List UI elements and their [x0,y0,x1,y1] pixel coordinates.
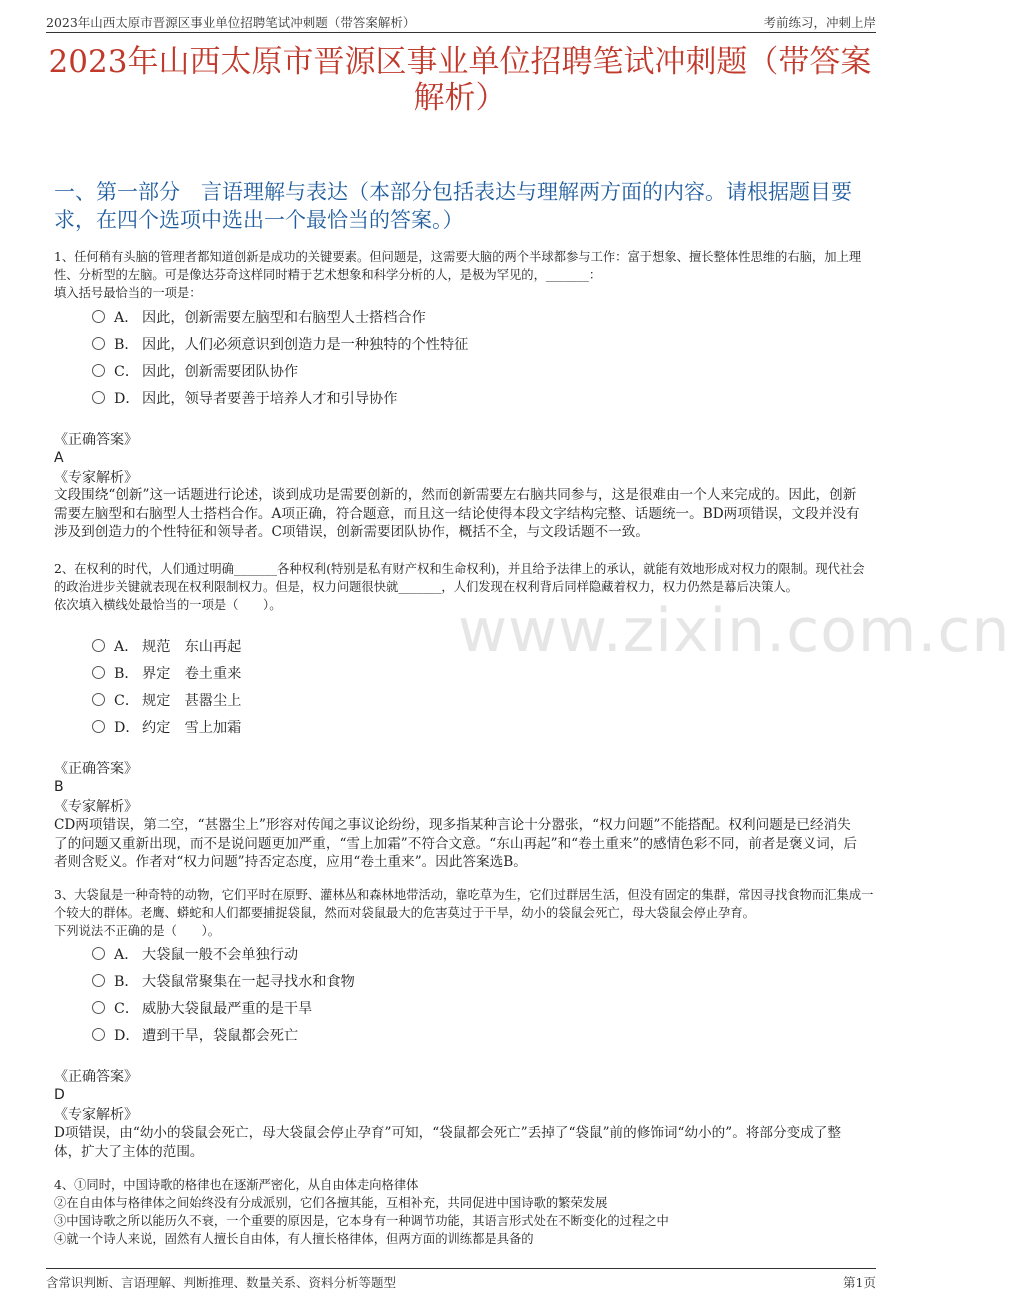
option-text: 界定 卷土重来 [142,666,242,682]
radio-icon[interactable] [92,1028,105,1041]
option-text: 大袋鼠一般不会单独行动 [142,947,299,963]
question-3-text: 3、大袋鼠是一种奇特的动物，它们平时在原野、灌林丛和森林地带活动，靠吃草为生，它们过群居生活，但没有固定的集群，常因寻找食物而汇集成一个较大的群体。老鹰、蟒蛇和人们都要捕捉袋鼠，然而对袋鼠最大的危害莫过于干旱，幼小的袋鼠会死亡，母大袋鼠会停止孕育。 [54,888,874,920]
question-3-answer-label: 《正确答案》 [54,1069,138,1085]
page-number: 第1页 [843,1275,876,1290]
question-4-line-3: ③中国诗歌之所以能历久不衰，一个重要的原因是，它本身有一种调节功能，其语言形式处在不断变化的过程之中 [54,1214,669,1228]
option-text: 因此，创新需要团队协作 [142,364,299,380]
option-key: B． [114,337,139,353]
radio-icon[interactable] [92,1001,105,1014]
question-2-analysis-label: 《专家解析》 [54,799,138,815]
question-2-option-b[interactable] [92,664,241,684]
page-header [46,10,876,33]
question-1-option-a[interactable] [92,308,426,328]
option-key: C． [114,1001,140,1017]
option-key: B． [114,974,139,990]
radio-icon[interactable] [92,391,105,404]
option-text: 遭到干旱，袋鼠都会死亡 [142,1028,299,1044]
option-text: 因此，创新需要左脑型和右脑型人士搭档合作 [142,310,426,326]
radio-icon[interactable] [92,639,105,652]
question-3-option-c[interactable] [92,999,312,1019]
question-2-answer-label: 《正确答案》 [54,761,138,777]
option-text: 约定 雪上加霜 [142,720,242,736]
option-key: D． [114,1028,140,1044]
option-key: A． [114,310,139,326]
section-heading: 一、第一部分 言语理解与表达（本部分包括表达与理解两方面的内容。请根据题目要求，在四个选项中选出一个最恰当的答案。） [54,180,852,232]
question-3-stem [54,886,876,940]
page-footer [46,1268,876,1291]
option-text: 因此，领导者要善于培养人才和引导协作 [142,391,398,407]
option-text: 威胁大袋鼠最严重的是干旱 [142,1001,313,1017]
question-1-answer-label: 《正确答案》 [54,432,138,448]
question-4-line-2: ②在自由体与格律体之间始终没有分成派别，它们各擅其能，互相补充，共同促进中国诗歌的繁荣发展 [54,1196,608,1210]
question-2-analysis: CD两项错误，第二空，“甚嚣尘上”形容对传闻之事议论纷纷，现多指某种言论十分嚣张，“权力问题”不能搭配。权利问题是已经消失了的问题又重新出现，而不是说问题更加严重，“雪上加霜”不符合文意。“东山再起”和“卷土重来”的感情色彩不同，前者是褒义词，后者则含贬义。作者对“权力问题”持否定态度，应用“卷土重来”。因此答案选B。 [54,817,857,870]
radio-icon[interactable] [92,364,105,377]
question-1-option-c[interactable] [92,362,298,382]
question-3-option-b[interactable] [92,972,355,992]
radio-icon[interactable] [92,693,105,706]
question-3-prompt: 下列说法不正确的是（ ）。 [54,924,221,938]
radio-icon[interactable] [92,974,105,987]
question-1-prompt: 填入括号最恰当的一项是： [54,286,202,300]
header-slogan: 考前练习，冲刺上岸 [763,15,876,30]
option-key: C． [114,364,140,380]
option-text: 规定 甚嚣尘上 [142,693,242,709]
question-3-answer: D [54,1087,65,1103]
option-key: D． [114,391,140,407]
option-text: 规范 东山再起 [142,639,242,655]
option-key: C． [114,693,140,709]
question-1-answer: A [54,450,64,466]
option-key: D． [114,720,140,736]
watermark: www.zixin.com.cn [458,596,1010,666]
question-1-analysis: 文段围绕“创新”这一话题进行论述，谈到成功是需要创新的，然而创新需要左右脑共同参与，这是很难由一个人来完成的。因此，创新需要左脑型和右脑型人士搭档合作。A项正确，符合题意，而且这一结论使得本段文字结构完整、话题统一。BD两项错误，文段并没有涉及到创造力的个性特征和领导者。C项错误，创新需要团队协作，概括不全，与文段话题不一致。 [54,487,860,540]
question-4-stem [54,1176,876,1248]
option-key: A． [114,639,139,655]
radio-icon[interactable] [92,666,105,679]
question-3-option-a[interactable] [92,945,298,965]
question-1-analysis-label: 《专家解析》 [54,470,138,486]
question-2-text: 2、在权利的时代，人们通过明确_______各种权利(特别是私有财产权和生命权利)，并且给予法律上的承认，就能有效地形成对权力的限制。现代社会的政治进步关键就表现在权利限制权力。但是，权力问题很快就_______，人们发现在权利背后同样隐藏着权力，权力仍然是幕后决策人。 [54,562,865,594]
question-4-line-4: ④就一个诗人来说，固然有人擅长自由体，有人擅长格律体，但两方面的训练都是具备的 [54,1232,534,1246]
question-3-analysis: D项错误，由“幼小的袋鼠会死亡，母大袋鼠会停止孕育”可知，“袋鼠都会死亡”丢掉了“袋鼠”前的修饰词“幼小的”。将部分变成了整体，扩大了主体的范围。 [54,1125,841,1160]
question-1-stem [54,248,876,302]
footer-topics: 含常识判断、言语理解、判断推理、数量关系、资料分析等题型 [46,1275,397,1290]
radio-icon[interactable] [92,310,105,323]
question-4-line-1: 4、①同时，中国诗歌的格律也在逐渐严密化，从自由体走向格律体 [54,1178,419,1192]
question-1-text: 1、任何稍有头脑的管理者都知道创新是成功的关键要素。但问题是，这需要大脑的两个半球都参与工作：富于想象、擅长整体性思维的右脑，加上理性、分析型的左脑。可是像达芬奇这样同时精于艺术想象和科学分析的人，是极为罕见的，_______： [54,250,862,282]
question-2-option-c[interactable] [92,691,241,711]
radio-icon[interactable] [92,947,105,960]
radio-icon[interactable] [92,720,105,733]
question-2-option-d[interactable] [92,718,241,738]
question-1-option-d[interactable] [92,389,397,409]
question-2-stem [54,560,876,614]
radio-icon[interactable] [92,337,105,350]
question-3-option-d[interactable] [92,1026,298,1046]
option-text: 大袋鼠常聚集在一起寻找水和食物 [142,974,355,990]
header-doc-title: 2023年山西太原市晋源区事业单位招聘笔试冲刺题（带答案解析） [46,15,416,30]
page-title: 2023年山西太原市晋源区事业单位招聘笔试冲刺题（带答案解析） [48,44,872,116]
option-key: A． [114,947,139,963]
question-1-option-b[interactable] [92,335,468,355]
option-key: B． [114,666,139,682]
question-2-option-a[interactable] [92,637,241,657]
question-2-prompt: 依次填入横线处最恰当的一项是（ ）。 [54,598,282,612]
question-3-analysis-label: 《专家解析》 [54,1107,138,1123]
question-2-answer: B [54,779,64,795]
option-text: 因此，人们必须意识到创造力是一种独特的个性特征 [142,337,469,353]
